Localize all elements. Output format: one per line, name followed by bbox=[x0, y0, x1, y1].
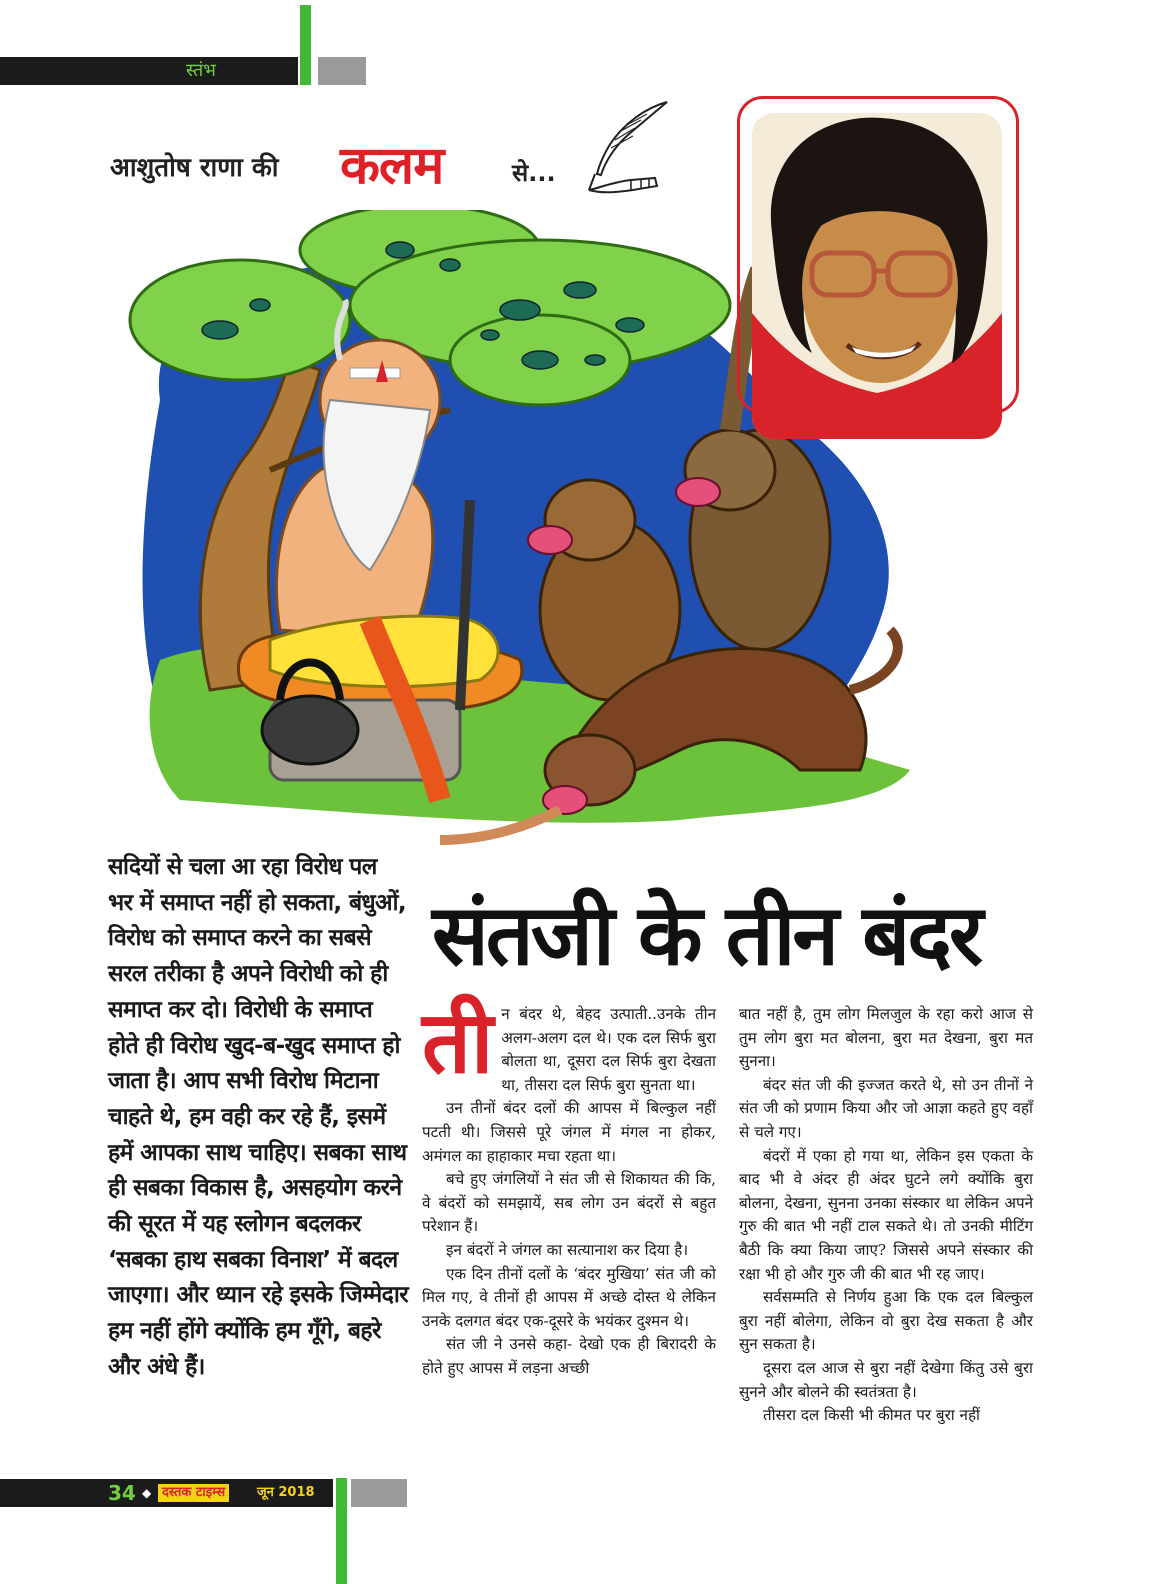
article-headline: संतजी के तीन बंदर bbox=[432, 886, 981, 984]
paragraph: सर्वसम्मति से निर्णय हुआ कि एक दल बिल्कुल बुरा नहीं बोलेगा, लेकिन वो बुरा देख सकता है और सुन सकता है। bbox=[739, 1288, 1033, 1354]
byline-prefix: आशुतोष राणा की bbox=[110, 153, 279, 183]
article-column-1 bbox=[422, 993, 716, 1381]
paragraph: बचे हुए जंगलियों ने संत जी से शिकायत की कि, वे बंदरों को समझायें, सब लोग उन बंदरों से बहुत परेशान हैं। bbox=[422, 1170, 716, 1236]
byline-word: कलम bbox=[340, 136, 444, 196]
section-label: स्तंभ bbox=[186, 60, 216, 81]
paragraph: बंदर संत जी की इज्जत करते थे, सो उन तीनों ने संत जी को प्रणाम किया और जो आज्ञा कहते हुए वहाँ से चले गए। bbox=[739, 1075, 1033, 1141]
article-column-2 bbox=[739, 1003, 1033, 1428]
paragraph: इन बंदरों ने जंगल का सत्यानाश कर दिया है। bbox=[446, 1240, 689, 1259]
paragraph: बात नहीं है, तुम लोग मिलजुल के रहा करो आज से तुम लोग बुरा मत बोलना, बुरा मत देखना, बुरा मत सुनना। bbox=[739, 1005, 1033, 1071]
quill-pen-icon bbox=[575, 98, 671, 198]
paragraph: संत जी ने उनसे कहा- देखो एक ही बिरादरी के होते हुए आपस में लड़ना अच्छी bbox=[422, 1335, 716, 1377]
top-green-rule bbox=[300, 5, 311, 85]
pull-quote: सदियों से चला आ रहा विरोध पल भर में समाप्त नहीं हो सकता, बंधुओं, विरोध को समाप्त करने का सबसे सरल तरीका है अपने विरोधी को ही समाप्त कर दो। विरोधी के समाप्त होते ही विरोध खुद-ब-खुद समाप्त हो जाता है। आप सभी विरोध मिटाना चाहते थे, हम वही कर रहे हैं, इसमें हमें आपका साथ चाहिए। सबका साथ ही सबका विकास है, असहयोग करने की सूरत में यह स्लोगन बदलकर ‘सबका हाथ सबका विनाश’ में बदल जाएगा। और ध्यान रहे इसके जिम्मेदार हम नहीं होंगे क्योंकि हम गूँगे, बहरे और अंधे हैं। bbox=[108, 854, 409, 1380]
paragraph: उन तीनों बंदर दलों की आपस में बिल्कुल नहीं पटती थी। जिससे पूरे जंगल में मंगल ना होकर, अमंगल का हाहाकार मचा रहता था। bbox=[422, 1099, 716, 1165]
paragraph: दूसरा दल आज से बुरा नहीं देखेगा किंतु उसे बुरा सुनने और बोलने की स्वतंत्रता है। bbox=[739, 1358, 1033, 1401]
footer-bullet: ◆ bbox=[142, 1486, 152, 1500]
paragraph: बंदरों में एका हो गया था, लेकिन इस एकता के बाद भी वे अंदर ही अंदर घुटने लगे क्योंकि बुरा बोलना, देखना, सुनना उनका संस्कार था लेकिन अपने गुरु की बात भी नहीं टाल सकते थे। तो उनकी मीटिंग बैठी कि क्या किया जाए? जिससे अपने संस्कार की रक्षा भी हो और गुरु जी की बात भी रह जाए। bbox=[739, 1146, 1033, 1283]
issue-date: जून 2018 bbox=[257, 1485, 315, 1500]
bottom-grey-block bbox=[351, 1479, 407, 1507]
paragraph: एक दिन तीनों दलों के ‘बंदर मुखिया’ संत जी को मिल गए, वे तीनों ही आपस में अच्छे दोस्त थे लेकिन उनके दलगत बंदर एक-दूसरे के भयंकर दुश्मन थे। bbox=[422, 1264, 716, 1330]
paragraph: न बंदर थे, बेहद उत्पाती..उनके तीन अलग-अलग दल थे। एक दल सिर्फ बुरा बोलता था, दूसरा दल सिर्फ बुरा देखता था, तीसरा दल सिर्फ बुरा सुनता था। bbox=[501, 1005, 716, 1094]
author-portrait bbox=[752, 113, 1002, 439]
top-grey-block bbox=[318, 57, 366, 85]
bottom-green-rule bbox=[336, 1478, 347, 1584]
section-bar bbox=[0, 57, 298, 85]
byline-suffix: से... bbox=[512, 159, 556, 187]
page-number: 34 bbox=[108, 1481, 136, 1505]
magazine-logo: दस्तक टाइम्स bbox=[158, 1484, 229, 1502]
dropcap: ती bbox=[422, 993, 494, 1093]
paragraph: तीसरा दल किसी भी कीमत पर बुरा नहीं bbox=[763, 1406, 980, 1425]
